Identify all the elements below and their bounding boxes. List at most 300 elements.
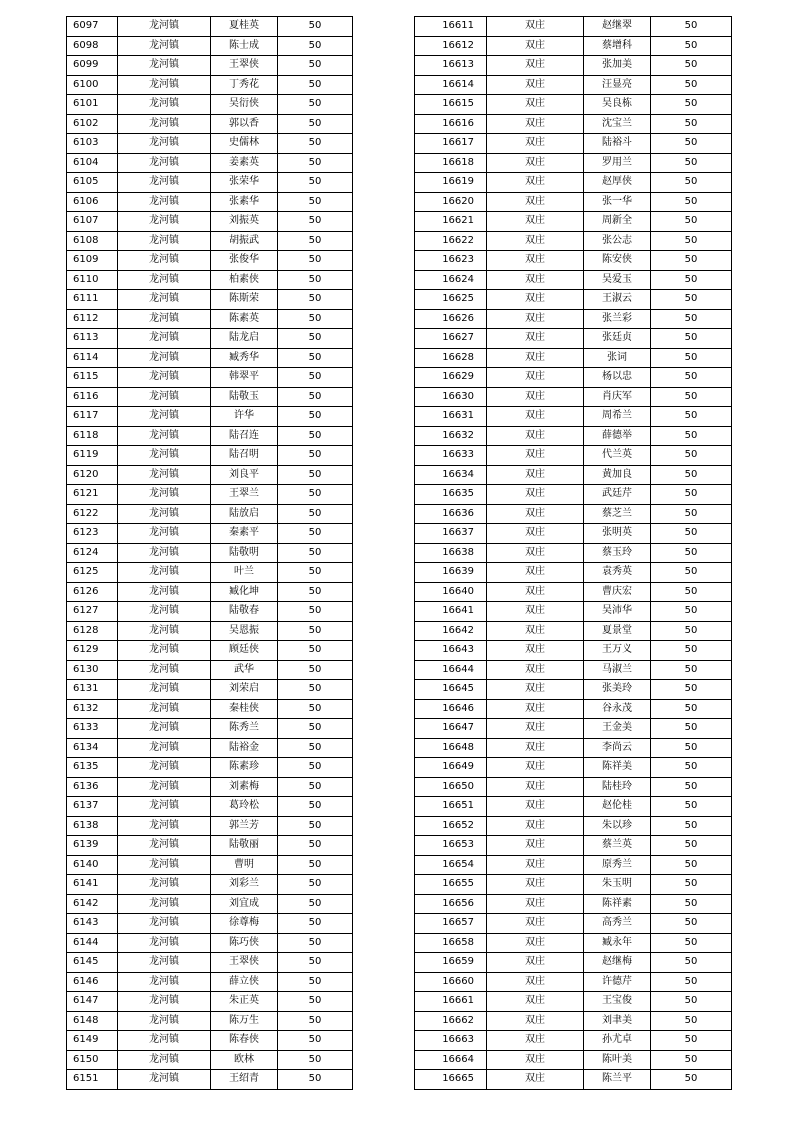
town-name-cell: 龙河镇 bbox=[118, 368, 211, 388]
row-number-cell: 16662 bbox=[415, 1011, 487, 1031]
table-row bbox=[67, 1011, 353, 1031]
row-number-cell: 6115 bbox=[67, 368, 118, 388]
table-row bbox=[415, 855, 732, 875]
table-row bbox=[67, 134, 353, 154]
town-name-cell: 龙河镇 bbox=[118, 699, 211, 719]
row-number-cell: 6126 bbox=[67, 582, 118, 602]
left-table-body bbox=[67, 17, 353, 1090]
town-name-cell: 双庄 bbox=[487, 270, 584, 290]
table-row bbox=[67, 953, 353, 973]
table-row bbox=[67, 914, 353, 934]
person-name-cell: 陈素珍 bbox=[211, 758, 278, 778]
person-name-cell: 郭以香 bbox=[211, 114, 278, 134]
row-number-cell: 6140 bbox=[67, 855, 118, 875]
row-number-cell: 16653 bbox=[415, 836, 487, 856]
town-name-cell: 龙河镇 bbox=[118, 992, 211, 1012]
amount-cell: 50 bbox=[651, 446, 732, 466]
person-name-cell: 陈安侠 bbox=[584, 251, 651, 271]
person-name-cell: 陈兰平 bbox=[584, 1070, 651, 1090]
table-row bbox=[67, 524, 353, 544]
person-name-cell: 汪显亮 bbox=[584, 75, 651, 95]
row-number-cell: 16643 bbox=[415, 641, 487, 661]
table-row bbox=[415, 894, 732, 914]
table-row bbox=[415, 992, 732, 1012]
row-number-cell: 16634 bbox=[415, 465, 487, 485]
town-name-cell: 龙河镇 bbox=[118, 602, 211, 622]
person-name-cell: 王万义 bbox=[584, 641, 651, 661]
table-row bbox=[67, 641, 353, 661]
person-name-cell: 沈宝兰 bbox=[584, 114, 651, 134]
amount-cell: 50 bbox=[278, 504, 353, 524]
row-number-cell: 16647 bbox=[415, 719, 487, 739]
amount-cell: 50 bbox=[278, 290, 353, 310]
table-row bbox=[67, 309, 353, 329]
person-name-cell: 陆龙启 bbox=[211, 329, 278, 349]
person-name-cell: 马淑兰 bbox=[584, 660, 651, 680]
table-row bbox=[415, 212, 732, 232]
town-name-cell: 双庄 bbox=[487, 758, 584, 778]
amount-cell: 50 bbox=[651, 368, 732, 388]
person-name-cell: 陈春侠 bbox=[211, 1031, 278, 1051]
town-name-cell: 龙河镇 bbox=[118, 95, 211, 115]
table-row bbox=[67, 387, 353, 407]
town-name-cell: 双庄 bbox=[487, 1011, 584, 1031]
town-name-cell: 双庄 bbox=[487, 329, 584, 349]
town-name-cell: 龙河镇 bbox=[118, 290, 211, 310]
amount-cell: 50 bbox=[278, 231, 353, 251]
table-row bbox=[415, 641, 732, 661]
person-name-cell: 刘荣启 bbox=[211, 680, 278, 700]
town-name-cell: 双庄 bbox=[487, 36, 584, 56]
person-name-cell: 陆放启 bbox=[211, 504, 278, 524]
amount-cell: 50 bbox=[278, 992, 353, 1012]
person-name-cell: 秦素平 bbox=[211, 524, 278, 544]
person-name-cell: 秦桂侠 bbox=[211, 699, 278, 719]
table-row bbox=[67, 485, 353, 505]
town-name-cell: 双庄 bbox=[487, 153, 584, 173]
row-number-cell: 6103 bbox=[67, 134, 118, 154]
row-number-cell: 16664 bbox=[415, 1050, 487, 1070]
town-name-cell: 双庄 bbox=[487, 621, 584, 641]
amount-cell: 50 bbox=[651, 953, 732, 973]
table-row bbox=[67, 680, 353, 700]
town-name-cell: 龙河镇 bbox=[118, 329, 211, 349]
amount-cell: 50 bbox=[651, 582, 732, 602]
row-number-cell: 16661 bbox=[415, 992, 487, 1012]
amount-cell: 50 bbox=[278, 836, 353, 856]
amount-cell: 50 bbox=[278, 173, 353, 193]
amount-cell: 50 bbox=[651, 855, 732, 875]
table-row bbox=[415, 738, 732, 758]
row-number-cell: 16637 bbox=[415, 524, 487, 544]
person-name-cell: 蔡玉玲 bbox=[584, 543, 651, 563]
table-row bbox=[67, 738, 353, 758]
town-name-cell: 双庄 bbox=[487, 972, 584, 992]
town-name-cell: 龙河镇 bbox=[118, 582, 211, 602]
table-row bbox=[67, 1050, 353, 1070]
person-name-cell: 王淑云 bbox=[584, 290, 651, 310]
amount-cell: 50 bbox=[278, 641, 353, 661]
person-name-cell: 陆裕金 bbox=[211, 738, 278, 758]
row-number-cell: 6113 bbox=[67, 329, 118, 349]
table-row bbox=[415, 368, 732, 388]
town-name-cell: 龙河镇 bbox=[118, 1031, 211, 1051]
person-name-cell: 叶兰 bbox=[211, 563, 278, 583]
table-row bbox=[67, 329, 353, 349]
row-number-cell: 6142 bbox=[67, 894, 118, 914]
row-number-cell: 16656 bbox=[415, 894, 487, 914]
town-name-cell: 龙河镇 bbox=[118, 797, 211, 817]
row-number-cell: 6108 bbox=[67, 231, 118, 251]
amount-cell: 50 bbox=[651, 1070, 732, 1090]
amount-cell: 50 bbox=[278, 621, 353, 641]
table-row bbox=[415, 114, 732, 134]
person-name-cell: 杨以忠 bbox=[584, 368, 651, 388]
row-number-cell: 6116 bbox=[67, 387, 118, 407]
person-name-cell: 武华 bbox=[211, 660, 278, 680]
town-name-cell: 龙河镇 bbox=[118, 758, 211, 778]
amount-cell: 50 bbox=[651, 212, 732, 232]
table-row bbox=[67, 17, 353, 37]
row-number-cell: 16619 bbox=[415, 173, 487, 193]
table-row bbox=[415, 387, 732, 407]
table-row bbox=[415, 972, 732, 992]
row-number-cell: 6104 bbox=[67, 153, 118, 173]
table-row bbox=[67, 797, 353, 817]
amount-cell: 50 bbox=[651, 173, 732, 193]
table-row bbox=[67, 465, 353, 485]
town-name-cell: 双庄 bbox=[487, 251, 584, 271]
amount-cell: 50 bbox=[651, 777, 732, 797]
row-number-cell: 16640 bbox=[415, 582, 487, 602]
person-name-cell: 张兰彩 bbox=[584, 309, 651, 329]
amount-cell: 50 bbox=[651, 602, 732, 622]
table-row bbox=[67, 212, 353, 232]
town-name-cell: 龙河镇 bbox=[118, 543, 211, 563]
person-name-cell: 韩翠平 bbox=[211, 368, 278, 388]
person-name-cell: 罗用兰 bbox=[584, 153, 651, 173]
row-number-cell: 6105 bbox=[67, 173, 118, 193]
amount-cell: 50 bbox=[278, 797, 353, 817]
table-row bbox=[67, 36, 353, 56]
row-number-cell: 6133 bbox=[67, 719, 118, 739]
table-row bbox=[67, 75, 353, 95]
town-name-cell: 双庄 bbox=[487, 933, 584, 953]
town-name-cell: 龙河镇 bbox=[118, 309, 211, 329]
table-row bbox=[415, 621, 732, 641]
table-row bbox=[67, 875, 353, 895]
person-name-cell: 陆敬丽 bbox=[211, 836, 278, 856]
person-name-cell: 吴沛华 bbox=[584, 602, 651, 622]
amount-cell: 50 bbox=[278, 875, 353, 895]
person-name-cell: 胡振武 bbox=[211, 231, 278, 251]
amount-cell: 50 bbox=[651, 797, 732, 817]
town-name-cell: 双庄 bbox=[487, 836, 584, 856]
row-number-cell: 6117 bbox=[67, 407, 118, 427]
table-row bbox=[415, 563, 732, 583]
row-number-cell: 6124 bbox=[67, 543, 118, 563]
table-row bbox=[415, 1070, 732, 1090]
row-number-cell: 6127 bbox=[67, 602, 118, 622]
amount-cell: 50 bbox=[278, 719, 353, 739]
row-number-cell: 16658 bbox=[415, 933, 487, 953]
row-number-cell: 16611 bbox=[415, 17, 487, 37]
row-number-cell: 6148 bbox=[67, 1011, 118, 1031]
row-number-cell: 6129 bbox=[67, 641, 118, 661]
table-row bbox=[415, 95, 732, 115]
amount-cell: 50 bbox=[651, 290, 732, 310]
row-number-cell: 16645 bbox=[415, 680, 487, 700]
person-name-cell: 陆桂玲 bbox=[584, 777, 651, 797]
town-name-cell: 双庄 bbox=[487, 1050, 584, 1070]
amount-cell: 50 bbox=[278, 933, 353, 953]
row-number-cell: 16652 bbox=[415, 816, 487, 836]
amount-cell: 50 bbox=[278, 446, 353, 466]
person-name-cell: 张廷贞 bbox=[584, 329, 651, 349]
town-name-cell: 龙河镇 bbox=[118, 680, 211, 700]
row-number-cell: 16633 bbox=[415, 446, 487, 466]
right-table bbox=[414, 16, 732, 1090]
row-number-cell: 6098 bbox=[67, 36, 118, 56]
town-name-cell: 双庄 bbox=[487, 446, 584, 466]
town-name-cell: 双庄 bbox=[487, 173, 584, 193]
town-name-cell: 双庄 bbox=[487, 699, 584, 719]
table-row bbox=[415, 914, 732, 934]
person-name-cell: 陈士成 bbox=[211, 36, 278, 56]
table-row bbox=[415, 602, 732, 622]
amount-cell: 50 bbox=[278, 680, 353, 700]
table-row bbox=[67, 836, 353, 856]
table-row bbox=[415, 719, 732, 739]
person-name-cell: 臧永年 bbox=[584, 933, 651, 953]
town-name-cell: 龙河镇 bbox=[118, 972, 211, 992]
town-name-cell: 龙河镇 bbox=[118, 251, 211, 271]
amount-cell: 50 bbox=[651, 17, 732, 37]
amount-cell: 50 bbox=[651, 894, 732, 914]
table-row bbox=[415, 1031, 732, 1051]
row-number-cell: 16628 bbox=[415, 348, 487, 368]
amount-cell: 50 bbox=[278, 699, 353, 719]
person-name-cell: 武廷芹 bbox=[584, 485, 651, 505]
row-number-cell: 6110 bbox=[67, 270, 118, 290]
amount-cell: 50 bbox=[278, 465, 353, 485]
town-name-cell: 双庄 bbox=[487, 192, 584, 212]
person-name-cell: 陈祥美 bbox=[584, 758, 651, 778]
person-name-cell: 李尚云 bbox=[584, 738, 651, 758]
town-name-cell: 龙河镇 bbox=[118, 407, 211, 427]
town-name-cell: 龙河镇 bbox=[118, 387, 211, 407]
row-number-cell: 6101 bbox=[67, 95, 118, 115]
amount-cell: 50 bbox=[651, 134, 732, 154]
table-row bbox=[415, 875, 732, 895]
amount-cell: 50 bbox=[278, 855, 353, 875]
table-row bbox=[415, 192, 732, 212]
table-row bbox=[415, 1011, 732, 1031]
person-name-cell: 吴爱玉 bbox=[584, 270, 651, 290]
person-name-cell: 许德芹 bbox=[584, 972, 651, 992]
table-row bbox=[415, 426, 732, 446]
table-row bbox=[67, 348, 353, 368]
row-number-cell: 6111 bbox=[67, 290, 118, 310]
town-name-cell: 龙河镇 bbox=[118, 816, 211, 836]
amount-cell: 50 bbox=[278, 114, 353, 134]
row-number-cell: 16646 bbox=[415, 699, 487, 719]
person-name-cell: 刘彩兰 bbox=[211, 875, 278, 895]
row-number-cell: 16644 bbox=[415, 660, 487, 680]
person-name-cell: 丁秀花 bbox=[211, 75, 278, 95]
person-name-cell: 赵继翠 bbox=[584, 17, 651, 37]
amount-cell: 50 bbox=[278, 1070, 353, 1090]
row-number-cell: 6131 bbox=[67, 680, 118, 700]
table-row bbox=[415, 504, 732, 524]
row-number-cell: 6149 bbox=[67, 1031, 118, 1051]
person-name-cell: 陆召明 bbox=[211, 446, 278, 466]
amount-cell: 50 bbox=[278, 1050, 353, 1070]
row-number-cell: 16621 bbox=[415, 212, 487, 232]
amount-cell: 50 bbox=[651, 816, 732, 836]
amount-cell: 50 bbox=[278, 56, 353, 76]
table-row bbox=[67, 504, 353, 524]
amount-cell: 50 bbox=[278, 914, 353, 934]
person-name-cell: 徐尊梅 bbox=[211, 914, 278, 934]
person-name-cell: 顾廷侠 bbox=[211, 641, 278, 661]
amount-cell: 50 bbox=[651, 465, 732, 485]
table-row bbox=[415, 816, 732, 836]
person-name-cell: 蔡增科 bbox=[584, 36, 651, 56]
amount-cell: 50 bbox=[651, 75, 732, 95]
table-row bbox=[415, 329, 732, 349]
town-name-cell: 龙河镇 bbox=[118, 446, 211, 466]
table-row bbox=[415, 797, 732, 817]
amount-cell: 50 bbox=[278, 270, 353, 290]
town-name-cell: 双庄 bbox=[487, 290, 584, 310]
person-name-cell: 陈秀兰 bbox=[211, 719, 278, 739]
town-name-cell: 双庄 bbox=[487, 875, 584, 895]
row-number-cell: 6146 bbox=[67, 972, 118, 992]
table-row bbox=[67, 894, 353, 914]
person-name-cell: 陈素英 bbox=[211, 309, 278, 329]
table-row bbox=[415, 485, 732, 505]
table-row bbox=[415, 699, 732, 719]
amount-cell: 50 bbox=[651, 504, 732, 524]
town-name-cell: 双庄 bbox=[487, 407, 584, 427]
row-number-cell: 6106 bbox=[67, 192, 118, 212]
person-name-cell: 陆敬玉 bbox=[211, 387, 278, 407]
amount-cell: 50 bbox=[651, 1011, 732, 1031]
town-name-cell: 龙河镇 bbox=[118, 914, 211, 934]
amount-cell: 50 bbox=[651, 36, 732, 56]
row-number-cell: 16625 bbox=[415, 290, 487, 310]
amount-cell: 50 bbox=[278, 894, 353, 914]
table-row bbox=[67, 699, 353, 719]
row-number-cell: 16649 bbox=[415, 758, 487, 778]
row-number-cell: 16665 bbox=[415, 1070, 487, 1090]
row-number-cell: 6137 bbox=[67, 797, 118, 817]
row-number-cell: 16622 bbox=[415, 231, 487, 251]
town-name-cell: 双庄 bbox=[487, 75, 584, 95]
table-row bbox=[67, 855, 353, 875]
table-row bbox=[415, 231, 732, 251]
row-number-cell: 6150 bbox=[67, 1050, 118, 1070]
person-name-cell: 许华 bbox=[211, 407, 278, 427]
amount-cell: 50 bbox=[651, 114, 732, 134]
amount-cell: 50 bbox=[651, 621, 732, 641]
person-name-cell: 郭兰芳 bbox=[211, 816, 278, 836]
amount-cell: 50 bbox=[278, 953, 353, 973]
row-number-cell: 16642 bbox=[415, 621, 487, 641]
person-name-cell: 赵伦桂 bbox=[584, 797, 651, 817]
amount-cell: 50 bbox=[651, 231, 732, 251]
person-name-cell: 朱正英 bbox=[211, 992, 278, 1012]
person-name-cell: 朱玉明 bbox=[584, 875, 651, 895]
table-row bbox=[67, 192, 353, 212]
table-row bbox=[67, 992, 353, 1012]
row-number-cell: 6143 bbox=[67, 914, 118, 934]
town-name-cell: 双庄 bbox=[487, 719, 584, 739]
row-number-cell: 6125 bbox=[67, 563, 118, 583]
person-name-cell: 王金美 bbox=[584, 719, 651, 739]
amount-cell: 50 bbox=[278, 387, 353, 407]
town-name-cell: 龙河镇 bbox=[118, 270, 211, 290]
row-number-cell: 16639 bbox=[415, 563, 487, 583]
amount-cell: 50 bbox=[278, 738, 353, 758]
amount-cell: 50 bbox=[651, 153, 732, 173]
person-name-cell: 刘良平 bbox=[211, 465, 278, 485]
person-name-cell: 蔡芝兰 bbox=[584, 504, 651, 524]
row-number-cell: 6123 bbox=[67, 524, 118, 544]
row-number-cell: 6121 bbox=[67, 485, 118, 505]
person-name-cell: 谷永茂 bbox=[584, 699, 651, 719]
person-name-cell: 周希兰 bbox=[584, 407, 651, 427]
row-number-cell: 6128 bbox=[67, 621, 118, 641]
person-name-cell: 肖庆军 bbox=[584, 387, 651, 407]
amount-cell: 50 bbox=[278, 407, 353, 427]
person-name-cell: 陈祥素 bbox=[584, 894, 651, 914]
town-name-cell: 龙河镇 bbox=[118, 621, 211, 641]
row-number-cell: 6122 bbox=[67, 504, 118, 524]
town-name-cell: 龙河镇 bbox=[118, 173, 211, 193]
row-number-cell: 6141 bbox=[67, 875, 118, 895]
person-name-cell: 夏桂英 bbox=[211, 17, 278, 37]
town-name-cell: 双庄 bbox=[487, 504, 584, 524]
person-name-cell: 陆裕斗 bbox=[584, 134, 651, 154]
amount-cell: 50 bbox=[278, 426, 353, 446]
row-number-cell: 6147 bbox=[67, 992, 118, 1012]
row-number-cell: 6135 bbox=[67, 758, 118, 778]
person-name-cell: 刘宜成 bbox=[211, 894, 278, 914]
row-number-cell: 6112 bbox=[67, 309, 118, 329]
person-name-cell: 高秀兰 bbox=[584, 914, 651, 934]
amount-cell: 50 bbox=[278, 816, 353, 836]
person-name-cell: 陈斯荣 bbox=[211, 290, 278, 310]
town-name-cell: 双庄 bbox=[487, 524, 584, 544]
row-number-cell: 6136 bbox=[67, 777, 118, 797]
amount-cell: 50 bbox=[651, 329, 732, 349]
person-name-cell: 赵继梅 bbox=[584, 953, 651, 973]
person-name-cell: 吴良栋 bbox=[584, 95, 651, 115]
row-number-cell: 16655 bbox=[415, 875, 487, 895]
amount-cell: 50 bbox=[651, 270, 732, 290]
table-row bbox=[67, 933, 353, 953]
row-number-cell: 6100 bbox=[67, 75, 118, 95]
table-row bbox=[67, 777, 353, 797]
person-name-cell: 周新全 bbox=[584, 212, 651, 232]
row-number-cell: 16641 bbox=[415, 602, 487, 622]
town-name-cell: 龙河镇 bbox=[118, 75, 211, 95]
person-name-cell: 史儒林 bbox=[211, 134, 278, 154]
table-row bbox=[67, 56, 353, 76]
amount-cell: 50 bbox=[651, 524, 732, 544]
